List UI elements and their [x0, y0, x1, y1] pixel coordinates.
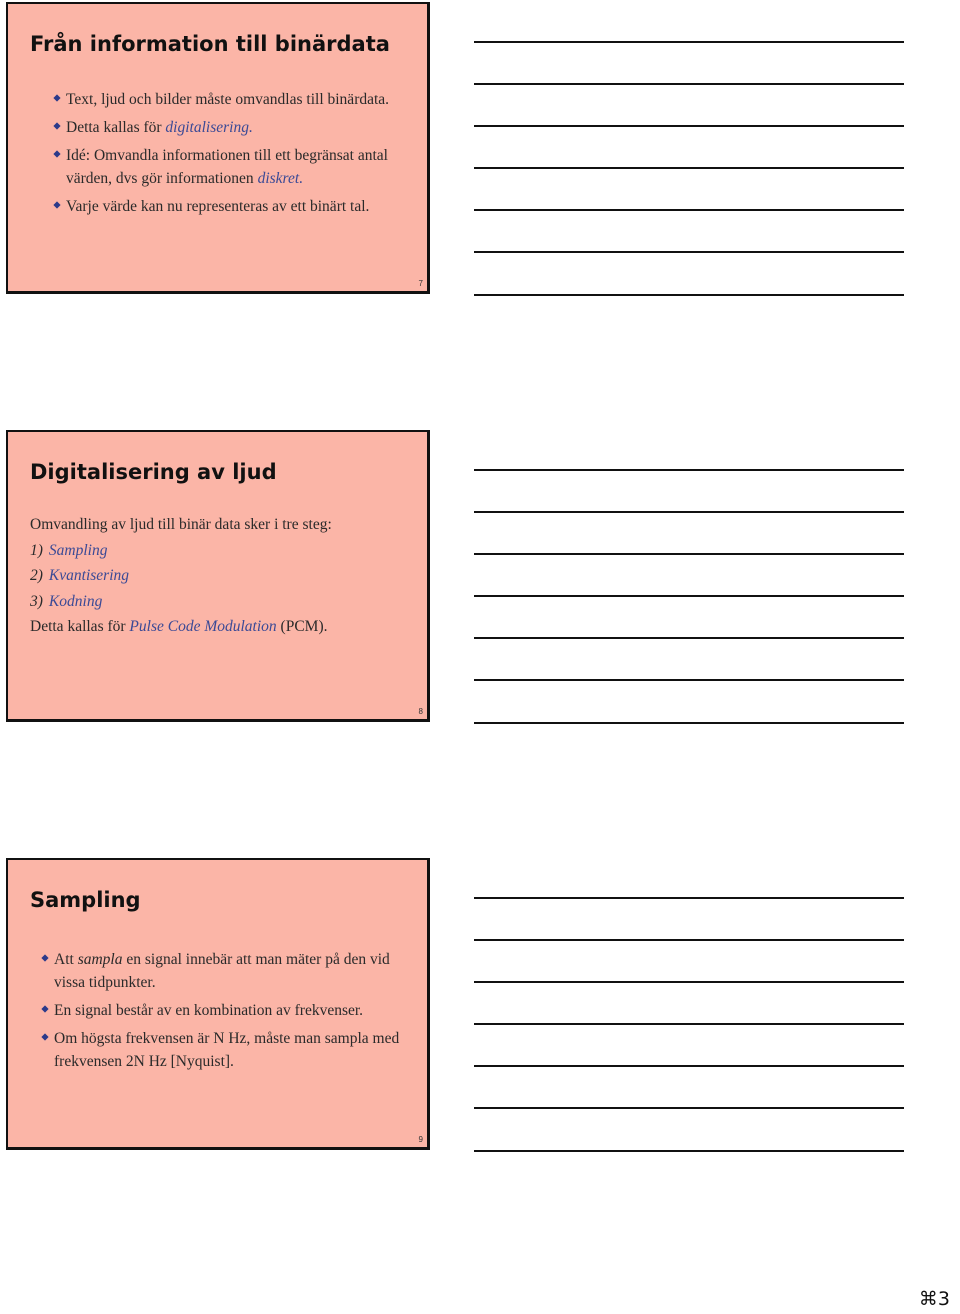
list-item: Text, ljud och bilder måste omvandlas till binärdata. — [54, 88, 394, 111]
list-item: Idé: Omvandla informationen till ett begränsat antal värden, dvs gör informationen diskret. — [54, 144, 394, 190]
note-line — [474, 167, 904, 169]
note-line — [474, 41, 904, 43]
note-line — [474, 1023, 904, 1025]
page-number: ⌘3 — [918, 1288, 950, 1310]
slide-8 — [6, 430, 430, 722]
diamond-bullet-icon — [54, 151, 61, 158]
slide-title: Sampling — [30, 888, 141, 912]
diamond-bullet-icon — [54, 202, 61, 209]
intro-text: Omvandling av ljud till binär data sker i tre steg: — [30, 516, 332, 533]
outro-text: Detta kallas för Pulse Code Modulation (PCM). — [30, 618, 328, 635]
slide-title: Digitalisering av ljud — [30, 460, 277, 484]
note-line — [474, 637, 904, 639]
slide-number: 8 — [418, 707, 423, 716]
note-line — [474, 981, 904, 983]
diamond-bullet-icon — [42, 955, 49, 962]
list-item: En signal består av en kombination av frekvenser. — [42, 999, 402, 1022]
note-line — [474, 939, 904, 941]
list-item: 3) Kodning — [30, 592, 103, 610]
diamond-bullet-icon — [54, 123, 61, 130]
slide-title: Från information till binärdata — [30, 32, 390, 56]
list-item: Detta kallas för digitalisering. — [54, 116, 394, 139]
list-item: Om högsta frekvensen är N Hz, måste man sampla med frekvensen 2N Hz [Nyquist]. — [42, 1027, 402, 1073]
bullet-list — [42, 948, 402, 1078]
note-line — [474, 511, 904, 513]
diamond-bullet-icon — [42, 1006, 49, 1013]
list-item: 2) Kvantisering — [30, 567, 130, 584]
slide-9 — [6, 858, 430, 1150]
note-line — [474, 722, 904, 724]
note-line — [474, 897, 904, 899]
note-line — [474, 294, 904, 296]
note-line — [474, 1107, 904, 1109]
diamond-bullet-icon — [54, 95, 61, 102]
list-item: 1) Sampling — [30, 541, 108, 559]
diamond-bullet-icon — [42, 1034, 49, 1041]
note-line — [474, 83, 904, 85]
note-line — [474, 679, 904, 681]
note-line — [474, 125, 904, 127]
note-line — [474, 469, 904, 471]
bullet-list — [54, 88, 394, 223]
note-line — [474, 1065, 904, 1067]
slide-number: 9 — [418, 1135, 423, 1144]
step-list — [30, 512, 332, 640]
note-line — [474, 595, 904, 597]
note-line — [474, 209, 904, 211]
list-item: Varje värde kan nu representeras av ett binärt tal. — [54, 195, 394, 218]
slide-7 — [6, 2, 430, 294]
list-item: Att sampla en signal innebär att man mäter på den vid vissa tidpunkter. — [42, 948, 402, 994]
note-line — [474, 1150, 904, 1152]
note-line — [474, 553, 904, 555]
command-icon: ⌘ — [918, 1288, 938, 1310]
slide-number: 7 — [418, 279, 423, 288]
note-line — [474, 251, 904, 253]
